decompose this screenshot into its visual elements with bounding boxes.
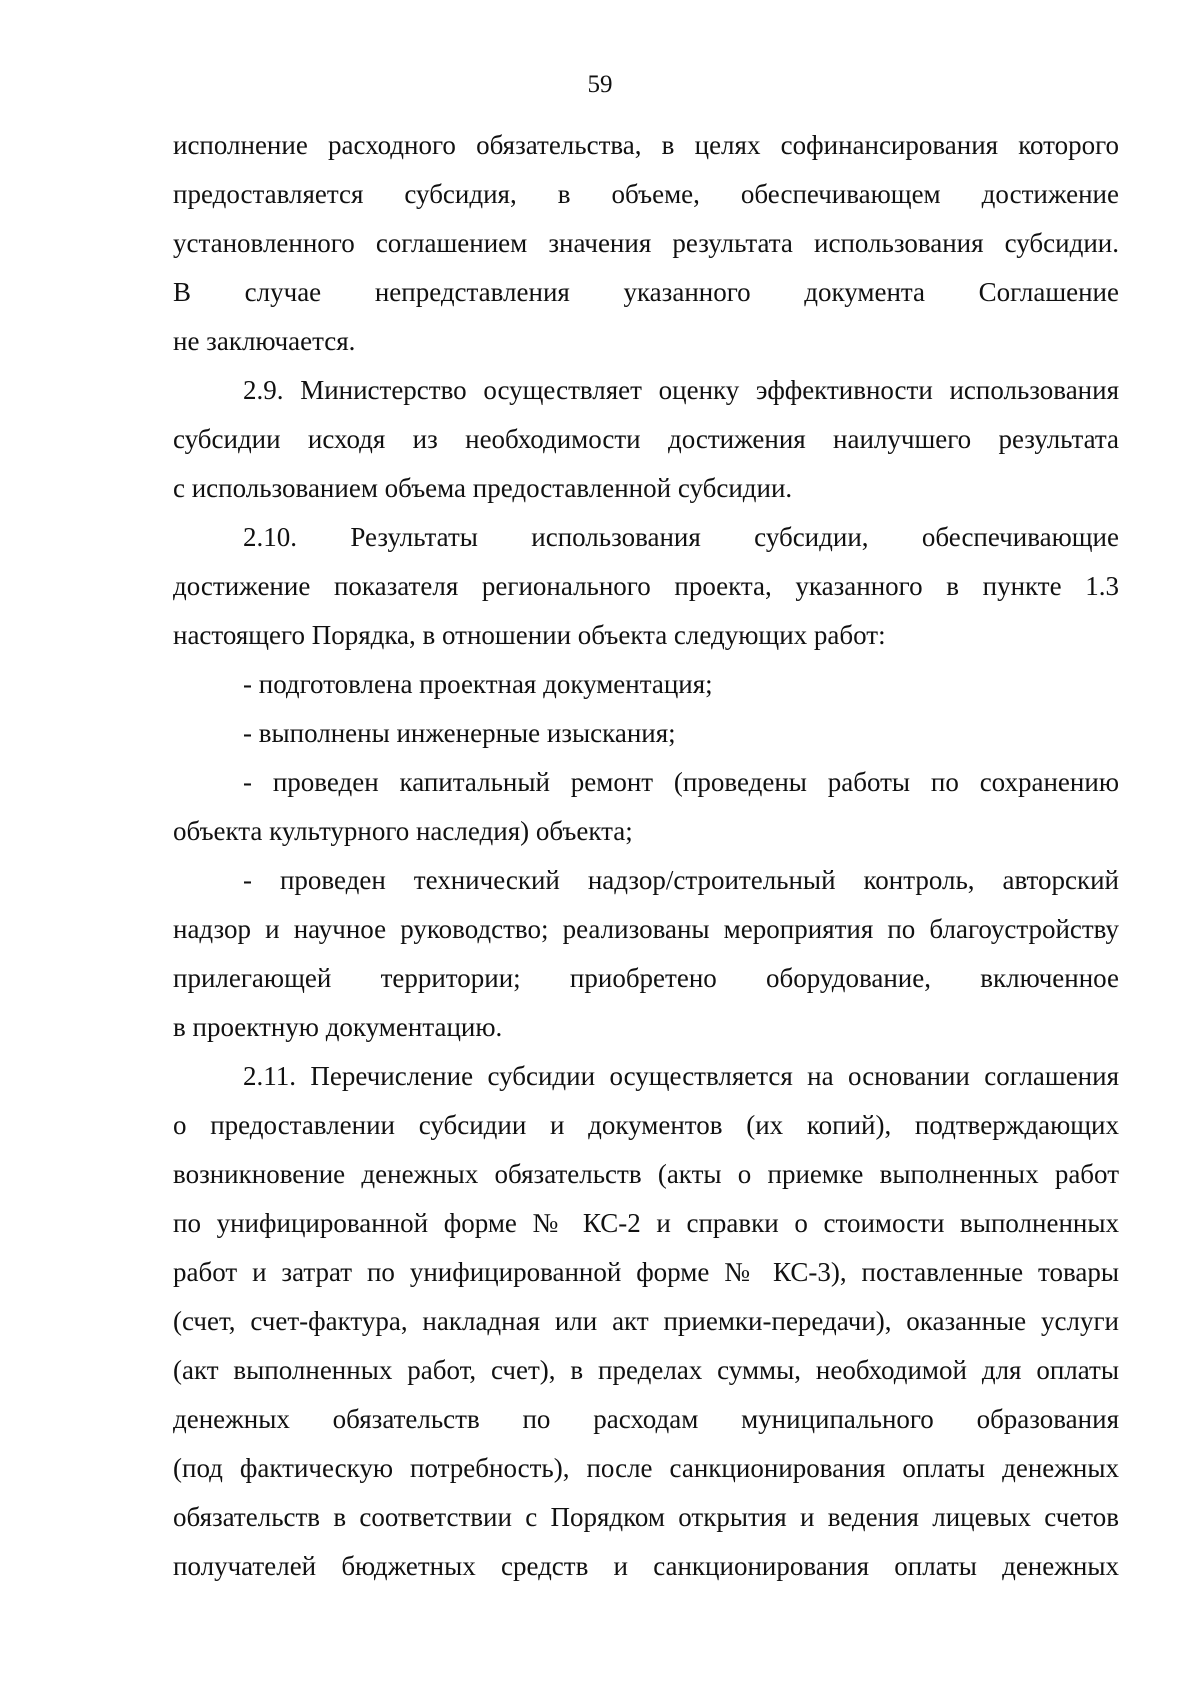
text-line: установленного соглашением значения результата использования субсидии.: [173, 228, 1119, 258]
text-line: (счет, счет-фактура, накладная или акт приемки-передачи), оказанные услуги: [173, 1306, 1119, 1336]
text-line: денежных обязательств по расходам муниципального образования: [173, 1404, 1119, 1434]
text-line: по унифицированной форме № КС-2 и справки о стоимости выполненных: [173, 1208, 1119, 1238]
text-line: не заключается.: [173, 326, 356, 356]
text-line: о предоставлении субсидии и документов (их копий), подтверждающих: [173, 1110, 1119, 1140]
text-line: 2.11. Перечисление субсидии осуществляется на основании соглашения: [243, 1061, 1119, 1091]
text-line: объекта культурного наследия) объекта;: [173, 816, 633, 846]
text-line: возникновение денежных обязательств (акты о приемке выполненных работ: [173, 1159, 1119, 1189]
text-line: - выполнены инженерные изыскания;: [243, 718, 676, 748]
text-line: получателей бюджетных средств и санкционирования оплаты денежных: [173, 1551, 1119, 1581]
text-line: предоставляется субсидия, в объеме, обеспечивающем достижение: [173, 179, 1119, 209]
text-line: (под фактическую потребность), после санкционирования оплаты денежных: [173, 1453, 1119, 1483]
text-line: - проведен капитальный ремонт (проведены работы по сохранению: [243, 767, 1119, 797]
text-line: настоящего Порядка, в отношении объекта следующих работ:: [173, 620, 886, 650]
text-line: в проектную документацию.: [173, 1012, 503, 1042]
text-line: надзор и научное руководство; реализованы мероприятия по благоустройству: [173, 914, 1119, 944]
text-line: достижение показателя регионального проекта, указанного в пункте 1.3: [173, 571, 1119, 601]
page-number: 59: [587, 71, 613, 98]
text-line: - проведен технический надзор/строительный контроль, авторский: [243, 865, 1119, 895]
text-line: работ и затрат по унифицированной форме № КС-3), поставленные товары: [173, 1257, 1119, 1287]
text-line: (акт выполненных работ, счет), в пределах суммы, необходимой для оплаты: [173, 1355, 1119, 1385]
text-line: - подготовлена проектная документация;: [243, 669, 713, 699]
text-line: субсидии исходя из необходимости достижения наилучшего результата: [173, 424, 1119, 454]
text-line: исполнение расходного обязательства, в целях софинансирования которого: [173, 130, 1119, 160]
text-line: 2.10. Результаты использования субсидии, обеспечивающие: [243, 522, 1119, 552]
text-line: обязательств в соответствии с Порядком открытия и ведения лицевых счетов: [173, 1502, 1119, 1532]
text-line: В случае непредставления указанного документа Соглашение: [173, 277, 1119, 307]
text-line: с использованием объема предоставленной субсидии.: [173, 473, 793, 503]
text-line: прилегающей территории; приобретено оборудование, включенное: [173, 963, 1119, 993]
body-text: [173, 121, 1119, 1591]
text-line: 2.9. Министерство осуществляет оценку эффективности использования: [243, 375, 1119, 405]
